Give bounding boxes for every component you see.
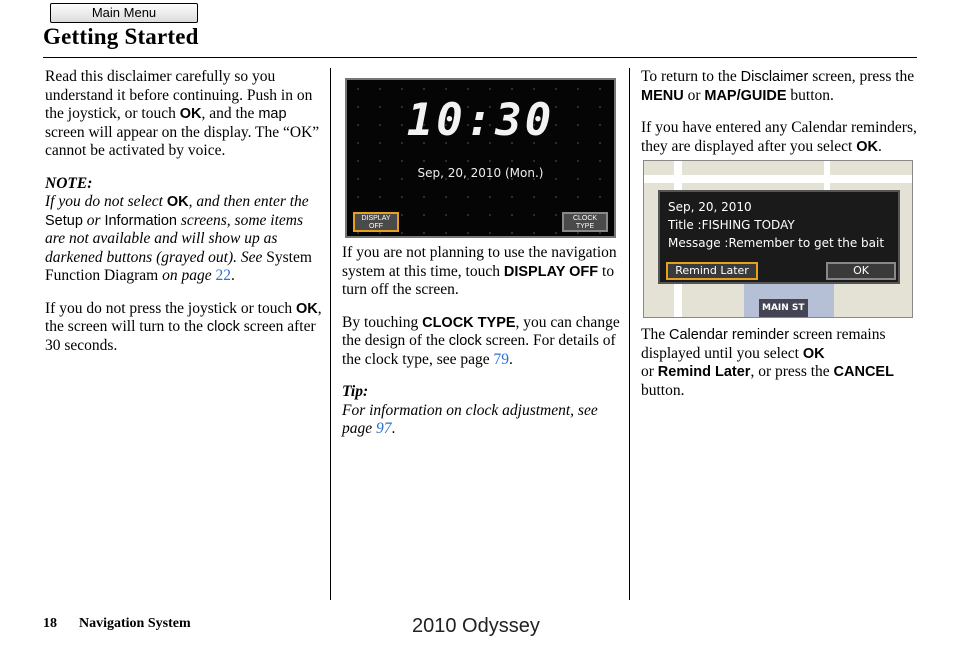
clock-date: Sep, 20, 2010 (Mon.)	[417, 166, 544, 180]
watermark: 2010 Odyssey	[412, 615, 540, 637]
calendar-paragraph: If you have entered any Calendar reminders, they are displayed after you select OK.	[641, 119, 917, 155]
remind-later-button[interactable]: Remind Later	[666, 262, 758, 280]
reminder-message: Message :Remember to get the bait	[668, 236, 885, 250]
clock-screen-image	[345, 78, 616, 238]
column-3	[641, 68, 921, 414]
page-link-79[interactable]: 79	[493, 350, 509, 368]
return-paragraph: To return to the Disclaimer screen, press the MENU or MAP/GUIDE button.	[641, 68, 915, 104]
timeout-paragraph: If you do not press the joystick or touch OK, the screen will turn to the clock screen after 30 seconds.	[45, 299, 322, 354]
note-paragraph: NOTE: If you do not select OK, and then enter the Setup or Information screens, some items are not available and will show up as darkened buttons (grayed out). See System Function Diagram on page 22.	[45, 174, 312, 284]
display-off-paragraph: If you are not planning to use the navigation system at this time, touch DISPLAY OFF to turn off the screen.	[342, 244, 617, 298]
tip-paragraph: Tip: For information on clock adjustment, see page 97.	[342, 383, 598, 437]
page-title: Getting Started	[43, 24, 199, 49]
footer-title: Navigation System	[79, 616, 191, 631]
clock-type-button[interactable]: CLOCK TYPE	[562, 212, 608, 232]
page-number: 18	[43, 616, 57, 631]
disclaimer-paragraph: Read this disclaimer carefully so you understand it before continuing. Push in on the joystick, or touch OK, and the map screen will appear on the display. The “OK” cannot be activated by voice.	[45, 68, 320, 159]
street-label: MAIN ST	[759, 299, 808, 318]
main-menu-button[interactable]: Main Menu	[50, 3, 198, 23]
ok-button[interactable]: OK	[826, 262, 896, 280]
clock-type-paragraph: By touching CLOCK TYPE, you can change the design of the clock screen. For details of the clock type, see page 79.	[342, 313, 620, 368]
column-divider	[629, 68, 630, 600]
column-2	[342, 68, 622, 453]
map-road	[644, 175, 913, 183]
display-off-button[interactable]: DISPLAY OFF	[353, 212, 399, 232]
reminder-paragraph: The Calendar reminder screen remains displayed until you select OK or Remind Later, or press the CANCEL button.	[641, 326, 894, 399]
reminder-title: Title :FISHING TODAY	[668, 218, 795, 232]
column-1	[45, 68, 323, 369]
clock-time: 10:30	[406, 95, 555, 146]
page-link-97[interactable]: 97	[376, 420, 392, 437]
reminder-dialog	[658, 190, 900, 284]
column-divider	[330, 68, 331, 600]
title-rule	[43, 57, 917, 58]
calendar-reminder-screen-image	[643, 160, 913, 318]
page-link-22[interactable]: 22	[215, 267, 231, 284]
reminder-date: Sep, 20, 2010	[668, 200, 752, 214]
